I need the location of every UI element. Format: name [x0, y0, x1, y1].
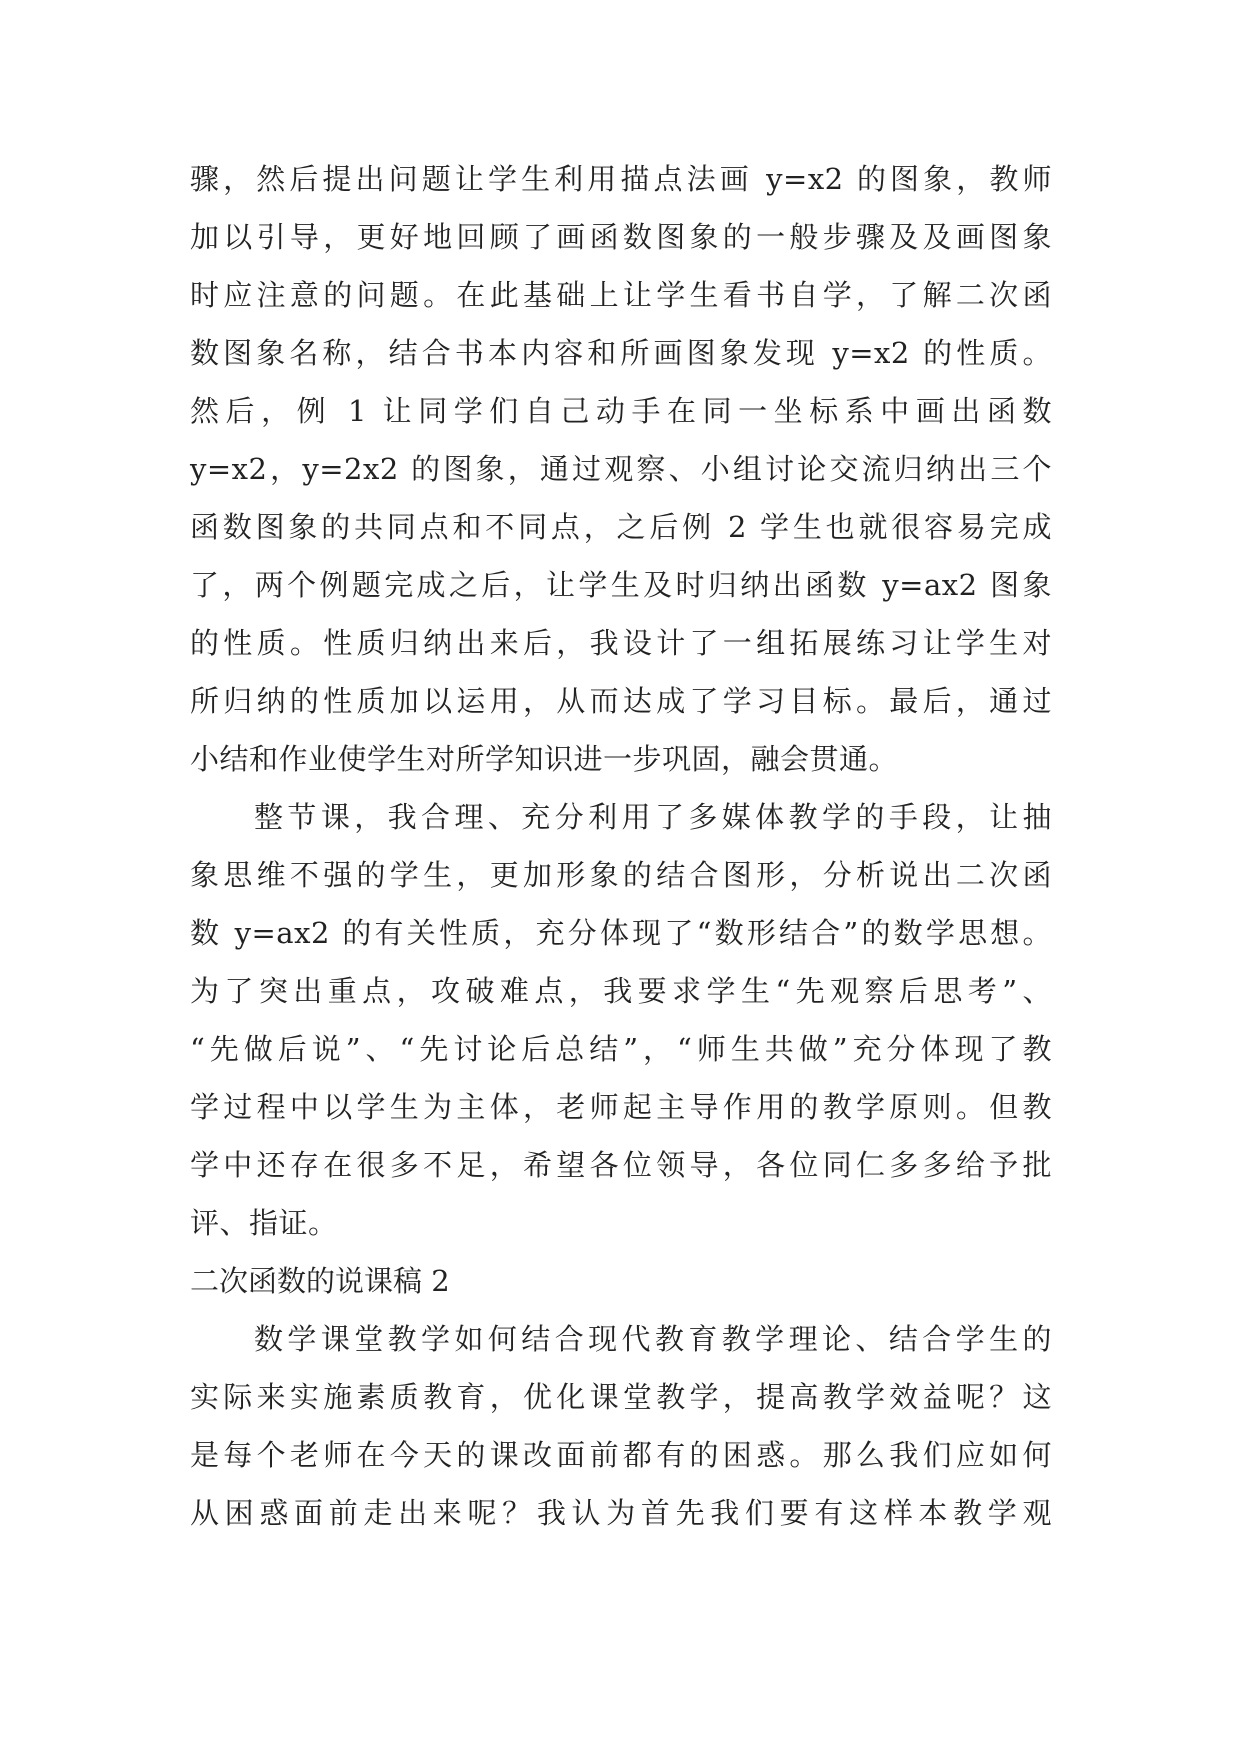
text-line: 数学课堂教学如何结合现代教育教学理论、结合学生的 — [254, 1322, 1052, 1356]
text-line: 是每个老师在今天的课改面前都有的困惑。那么我们应如何 — [190, 1438, 1052, 1472]
text-line: 评、指证。 — [190, 1206, 338, 1240]
text-line: y=x2，y=2x2 的图象，通过观察、小组讨论交流归纳出三个 — [190, 452, 1052, 486]
text-line: 函数图象的共同点和不同点，之后例 2 学生也就很容易完成 — [190, 510, 1052, 544]
text-line: 从困惑面前走出来呢？我认为首先我们要有这样本教学观 — [190, 1496, 1052, 1530]
text-line: 学过程中以学生为主体，老师起主导作用的教学原则。但教 — [190, 1090, 1052, 1124]
text-line: 实际来实施素质教育，优化课堂教学，提高教学效益呢？这 — [190, 1380, 1052, 1414]
paragraph-3 — [190, 1310, 1052, 1542]
paragraph-1 — [190, 150, 1052, 788]
text-line: 的性质。性质归纳出来后，我设计了一组拓展练习让学生对 — [190, 626, 1052, 660]
text-line: 数图象名称，结合书本内容和所画图象发现 y=x2 的性质。 — [190, 336, 1052, 370]
text-line: 小结和作业使学生对所学知识进一步巩固，融会贯通。 — [190, 742, 899, 776]
text-line: 然后，例 1 让同学们自己动手在同一坐标系中画出函数 — [190, 394, 1052, 428]
text-line: 加以引导，更好地回顾了画函数图象的一般步骤及及画图象 — [190, 220, 1052, 254]
text-line: 学中还存在很多不足，希望各位领导，各位同仁多多给予批 — [190, 1148, 1052, 1182]
paragraph-2 — [190, 788, 1052, 1252]
text-line: “先做后说”、“先讨论后总结”，“师生共做”充分体现了教 — [190, 1032, 1052, 1066]
text-line: 象思维不强的学生，更加形象的结合图形，分析说出二次函 — [190, 858, 1052, 892]
text-line: 了，两个例题完成之后，让学生及时归纳出函数 y=ax2 图象 — [190, 568, 1052, 602]
text-line: 数 y=ax2 的有关性质，充分体现了“数形结合”的数学思想。 — [190, 916, 1052, 950]
text-line: 时应注意的问题。在此基础上让学生看书自学，了解二次函 — [190, 278, 1052, 312]
section-heading: 二次函数的说课稿 2 — [190, 1264, 450, 1298]
text-line: 整节课，我合理、充分利用了多媒体教学的手段，让抽 — [254, 800, 1052, 834]
text-line: 为了突出重点，攻破难点，我要求学生“先观察后思考”、 — [190, 974, 1052, 1008]
document-body — [190, 150, 1052, 1542]
text-line: 骤，然后提出问题让学生利用描点法画 y=x2 的图象，教师 — [190, 162, 1052, 196]
text-line: 所归纳的性质加以运用，从而达成了学习目标。最后，通过 — [190, 684, 1052, 718]
